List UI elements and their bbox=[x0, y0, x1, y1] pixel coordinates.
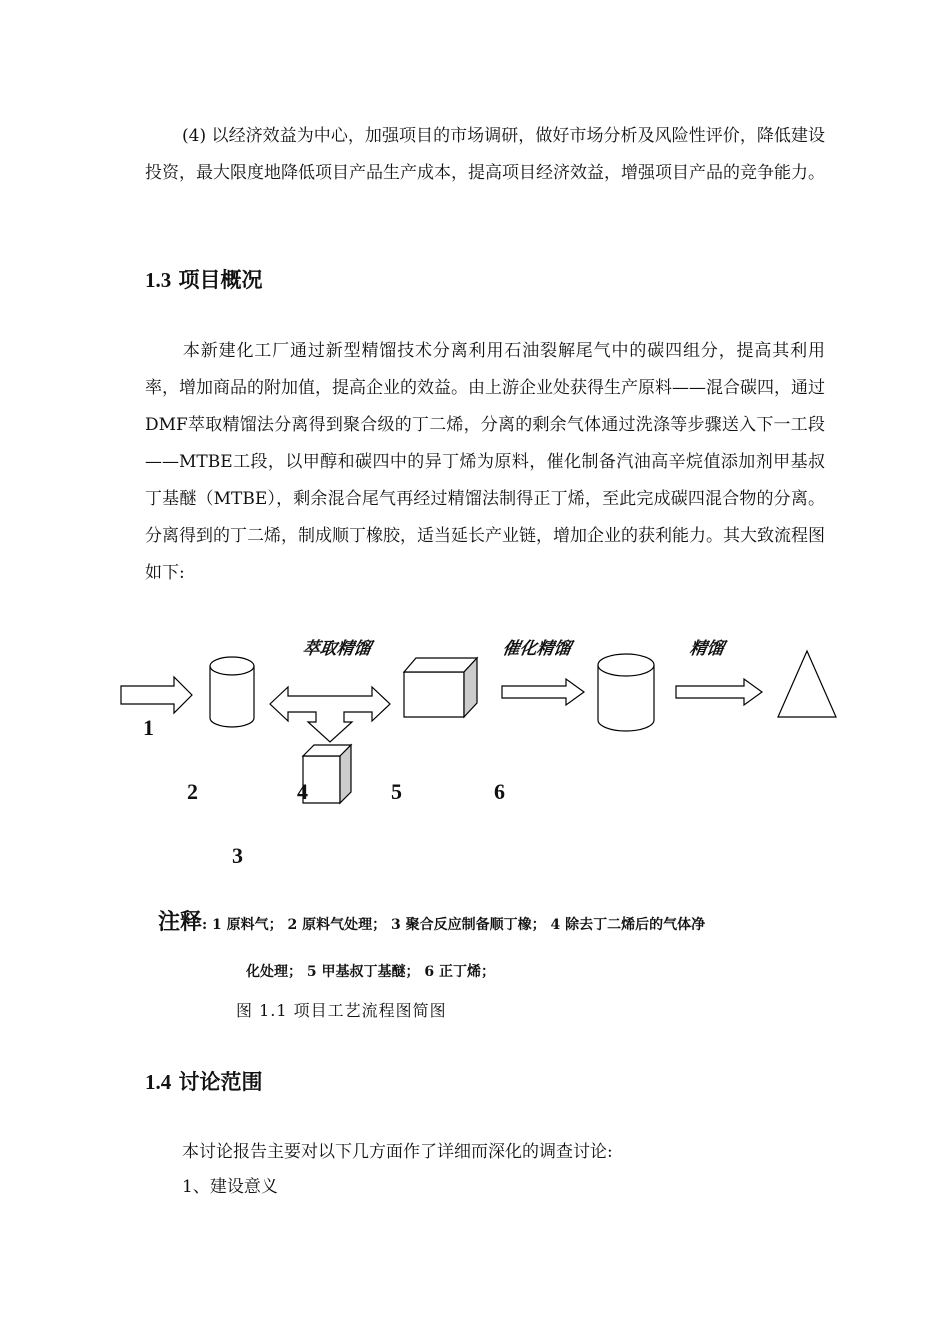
stage-label-distillation: 精馏 bbox=[688, 639, 726, 659]
double-arrow-with-branch bbox=[270, 687, 390, 742]
catalytic-arrow bbox=[502, 679, 584, 705]
feed-arrow bbox=[121, 677, 192, 713]
note-line-1: 注释: 1 原料气； 2 原料气处理； 3 聚合反应制备顺丁橡； 4 除去丁二烯后的气体净 bbox=[158, 910, 706, 935]
figure-caption: 图 1.1 项目工艺流程图简图 bbox=[236, 1001, 447, 1020]
note-line-2: 化处理； 5 甲基叔丁基醚； 6 正丁烯； bbox=[246, 964, 495, 980]
cube-mtbe bbox=[404, 658, 477, 717]
section-heading-1-3: 1.3 项目概况 bbox=[145, 268, 263, 292]
paragraph-discussion-scope: 本讨论报告主要对以下几方面作了详细而深化的调查讨论: bbox=[182, 1142, 613, 1162]
diagram-number-4: 4 bbox=[297, 779, 308, 804]
diagram-number-5: 5 bbox=[391, 779, 402, 804]
stage-label-extractive-distillation: 萃取精馏 bbox=[301, 639, 373, 659]
process-flow-diagram bbox=[0, 620, 950, 890]
diagram-number-6: 6 bbox=[494, 779, 505, 804]
cylinder-pretreatment bbox=[210, 657, 254, 727]
section-heading-1-4: 1.4 讨论范围 bbox=[145, 1070, 263, 1094]
note-title: 注释 bbox=[158, 910, 203, 935]
list-item-construction-significance: 1、建设意义 bbox=[182, 1177, 278, 1197]
diagram-number-3: 3 bbox=[232, 843, 243, 868]
triangle-product bbox=[778, 651, 836, 717]
cube-polymerization bbox=[303, 745, 351, 803]
distillation-arrow bbox=[676, 679, 762, 705]
paragraph-economic-benefit: (4) 以经济效益为中心，加强项目的市场调研，做好市场分析及风险性评价，降低建设投资，最大限度地降低项目产品生产成本，提高项目经济效益，增强项目产品的竞争能力。 bbox=[145, 126, 825, 183]
diagram-number-2: 2 bbox=[187, 779, 198, 804]
diagram-number-1: 1 bbox=[143, 715, 154, 740]
paragraph-project-overview: 本新建化工厂通过新型精馏技术分离利用石油裂解尾气中的碳四组分，提高其利用率，增加商品的附加值，提高企业的效益。由上游企业处获得生产原料——混合碳四，通过DMF萃取精馏法分离得到聚合级的丁二烯，分离的剩余气体通过洗涤等步骤送入下一工段——MTBE工段，以甲醇和碳四中的异丁烯为原料，催化制备汽油高辛烷值添加剂甲基叔丁基醚（MTBE），剩余混合尾气再经过精馏法制得正丁烯，至此完成碳四混合物的分离。分离得到的丁二烯，制成顺丁橡胶，适当延长产业链，增加企业的获利能力。其大致流程图如下: bbox=[145, 341, 825, 583]
stage-label-catalytic-distillation: 催化精馏 bbox=[501, 639, 573, 659]
cylinder-butene bbox=[598, 654, 654, 731]
